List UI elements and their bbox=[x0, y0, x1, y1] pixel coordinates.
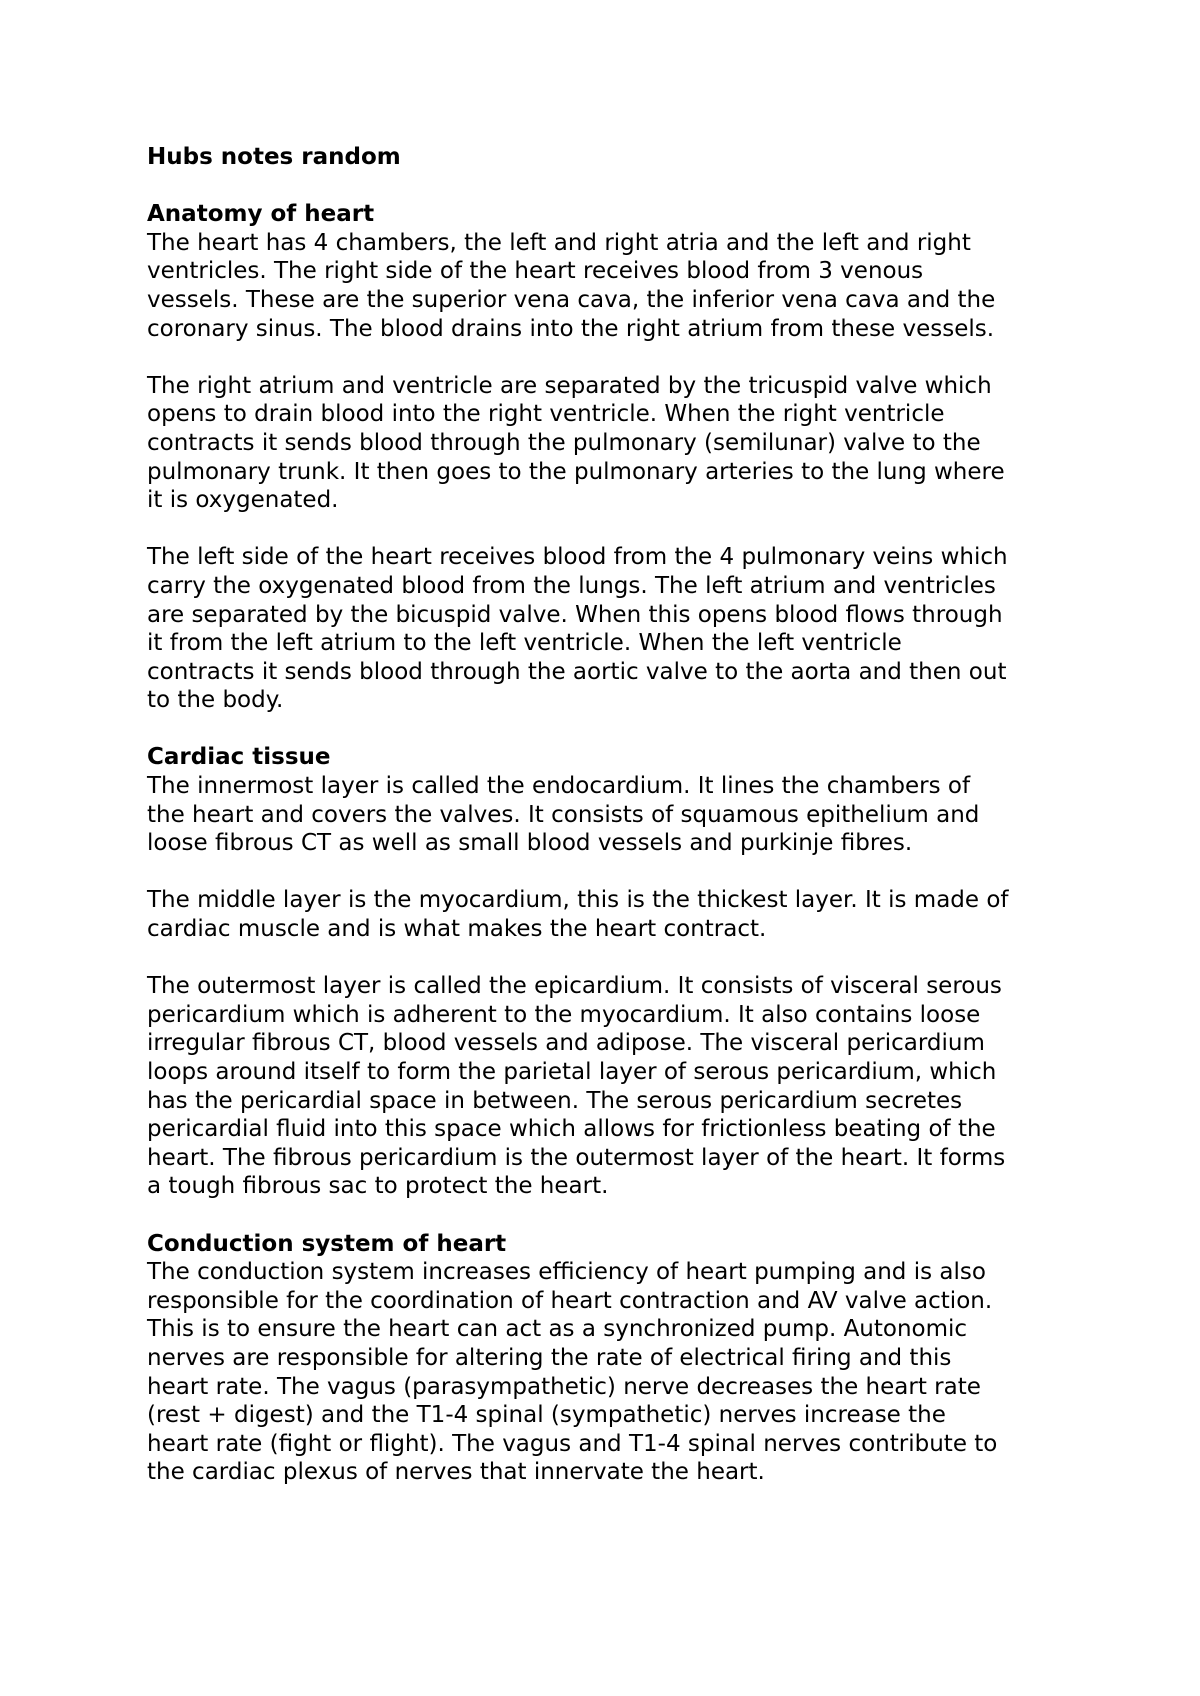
text-line: (rest + digest) and the T1-4 spinal (sympathetic) nerves increase the bbox=[147, 1402, 946, 1429]
text-line: responsible for the coordination of heart contraction and AV valve action. bbox=[147, 1287, 993, 1314]
paragraph bbox=[147, 543, 1077, 715]
text-line: heart rate. The vagus (parasympathetic) nerve decreases the heart rate bbox=[147, 1373, 981, 1400]
text-line: This is to ensure the heart can act as a synchronized pump. Autonomic bbox=[147, 1316, 968, 1343]
text-line: contracts it sends blood through the pulmonary (semilunar) valve to the bbox=[147, 429, 981, 456]
paragraph bbox=[147, 229, 1077, 343]
section-heading: Conduction system of heart bbox=[147, 1230, 507, 1257]
text-line: The left side of the heart receives blood from the 4 pulmonary veins which bbox=[147, 544, 1008, 571]
text-line: The middle layer is the myocardium, this is the thickest layer. It is made of bbox=[147, 887, 1009, 914]
paragraph bbox=[147, 1258, 1077, 1487]
text-line: to the body. bbox=[147, 687, 284, 714]
text-line: are separated by the bicuspid valve. When this opens blood flows through bbox=[147, 601, 1003, 628]
text-line: pericardial fluid into this space which allows for frictionless beating of the bbox=[147, 1116, 996, 1143]
paragraph bbox=[147, 886, 1077, 943]
text-line: The heart has 4 chambers, the left and right atria and the left and right bbox=[147, 229, 971, 256]
text-line: loose fibrous CT as well as small blood vessels and purkinje fibres. bbox=[147, 830, 913, 857]
text-line: heart rate (fight or flight). The vagus and T1-4 spinal nerves contribute to bbox=[147, 1430, 998, 1457]
text-line: The innermost layer is called the endocardium. It lines the chambers of bbox=[147, 773, 971, 800]
text-line: opens to drain blood into the right ventricle. When the right ventricle bbox=[147, 401, 945, 428]
section-heading: Anatomy of heart bbox=[147, 201, 375, 228]
text-line: a tough fibrous sac to protect the heart. bbox=[147, 1173, 609, 1200]
text-line: nerves are responsible for altering the rate of electrical firing and this bbox=[147, 1344, 952, 1371]
text-line: pulmonary trunk. It then goes to the pulmonary arteries to the lung where bbox=[147, 458, 1005, 485]
text-line: loops around itself to form the parietal layer of serous pericardium, which bbox=[147, 1059, 997, 1085]
text-line: coronary sinus. The blood drains into the right atrium from these vessels. bbox=[147, 315, 995, 342]
text-line: The right atrium and ventricle are separated by the tricuspid valve which bbox=[147, 372, 992, 399]
text-line: carry the oxygenated blood from the lungs. The left atrium and ventricles bbox=[147, 572, 996, 599]
text-line: the heart and covers the valves. It consists of squamous epithelium and bbox=[147, 801, 980, 828]
text-line: The outermost layer is called the epicardium. It consists of visceral serous bbox=[147, 973, 1002, 1000]
text-line: heart. The fibrous pericardium is the outermost layer of the heart. It forms bbox=[147, 1144, 1006, 1171]
section-heading: Cardiac tissue bbox=[147, 744, 331, 771]
document-sections bbox=[147, 200, 1077, 1487]
document-title: Hubs notes random bbox=[147, 144, 401, 170]
text-line: contracts it sends blood through the aortic valve to the aorta and then out bbox=[147, 658, 1007, 685]
text-line: pericardium which is adherent to the myocardium. It also contains loose bbox=[147, 1001, 981, 1028]
document-body bbox=[147, 143, 1077, 1516]
text-line: vessels. These are the superior vena cava, the inferior vena cava and the bbox=[147, 286, 996, 313]
paragraph bbox=[147, 372, 1077, 515]
text-line: The conduction system increases efficiency of heart pumping and is also bbox=[147, 1259, 986, 1286]
text-line: irregular fibrous CT, blood vessels and adipose. The visceral pericardium bbox=[147, 1030, 985, 1057]
text-line: cardiac muscle and is what makes the heart contract. bbox=[147, 916, 767, 943]
text-line: has the pericardial space in between. The serous pericardium secretes bbox=[147, 1087, 963, 1114]
text-line: the cardiac plexus of nerves that innervate the heart. bbox=[147, 1459, 765, 1486]
paragraph bbox=[147, 972, 1077, 1201]
paragraph bbox=[147, 772, 1077, 858]
text-line: it from the left atrium to the left ventricle. When the left ventricle bbox=[147, 630, 902, 657]
text-line: ventricles. The right side of the heart receives blood from 3 venous bbox=[147, 258, 924, 285]
text-line: it is oxygenated. bbox=[147, 487, 339, 514]
